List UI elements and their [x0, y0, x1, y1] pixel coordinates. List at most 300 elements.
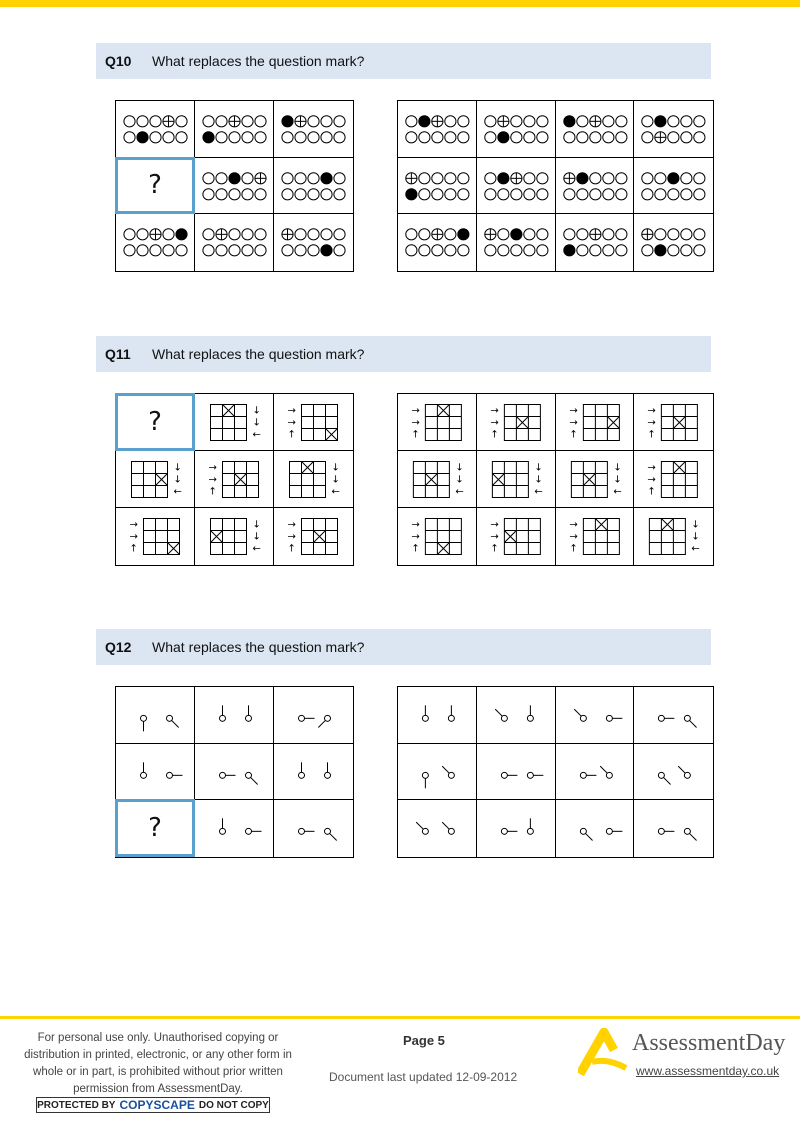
circle-icon [137, 245, 148, 256]
arrow-icon: ↓ [612, 474, 622, 486]
circle-icon [334, 116, 345, 127]
circle-icon [137, 229, 148, 240]
pin-icon [606, 829, 612, 835]
puzzle-cell [116, 101, 195, 158]
puzzle-cell [556, 158, 635, 215]
puzzle-cell [556, 800, 635, 857]
footer-accent-line [0, 1016, 800, 1019]
pin-icon [141, 715, 147, 721]
filled-circle-icon [458, 229, 469, 240]
pin-icon [324, 772, 330, 778]
circle-icon [445, 188, 456, 199]
puzzle-cell [274, 508, 353, 565]
pin-icon [527, 829, 533, 835]
circle-icon [602, 116, 613, 127]
circle-icon [694, 188, 705, 199]
circle-icon [419, 188, 430, 199]
circle-icon [163, 132, 174, 143]
arrow-icon: ↓ [252, 519, 261, 531]
puzzle-cell [634, 158, 713, 215]
circle-icon [295, 172, 306, 183]
arrow-icon: ↓ [534, 462, 543, 474]
arrow-icon: ↓ [331, 462, 340, 474]
arrow-icon: → [568, 405, 578, 417]
circle-icon [216, 245, 227, 256]
circle-icon [576, 229, 587, 240]
circle-icon [282, 172, 293, 183]
circle-icon [485, 116, 496, 127]
puzzle-cell [398, 451, 477, 508]
puzzle-cell [634, 744, 713, 801]
pin-icon [580, 715, 586, 721]
arrow-icon: → [647, 474, 657, 486]
arrow-icon: ↓ [612, 462, 622, 474]
question-number: Q12 [105, 639, 132, 655]
circle-icon [334, 245, 345, 256]
circle-icon [150, 132, 161, 143]
circle-icon [668, 188, 679, 199]
circle-icon [681, 172, 692, 183]
q11-answer-grid [397, 393, 714, 566]
circle-icon [602, 188, 613, 199]
question-mark-cell: ? [115, 393, 195, 451]
circle-icon [524, 132, 535, 143]
pin-icon [580, 772, 586, 778]
pin-icon [422, 772, 428, 778]
q12-answer-grid [397, 686, 714, 858]
circle-icon [282, 245, 293, 256]
circle-icon [681, 188, 692, 199]
arrow-icon: → [411, 519, 420, 531]
circle-icon [615, 132, 626, 143]
circle-icon [589, 245, 600, 256]
puzzle-cell [477, 687, 556, 744]
pin-icon [245, 772, 251, 778]
circle-icon [419, 132, 430, 143]
puzzle-cell [477, 744, 556, 801]
circle-icon [537, 116, 548, 127]
puzzle-cell [556, 744, 635, 801]
circle-icon [668, 245, 679, 256]
pin-icon [299, 715, 305, 721]
arrow-icon: → [208, 462, 217, 474]
circle-icon [576, 116, 587, 127]
puzzle-cell [634, 800, 713, 857]
brand-name: AssessmentDay [632, 1030, 786, 1056]
arrow-icon: → [490, 531, 499, 543]
arrow-icon: → [129, 531, 138, 543]
circle-icon [537, 188, 548, 199]
arrow-icon: ← [173, 486, 182, 498]
circle-icon [321, 229, 332, 240]
question-header-q10 [96, 43, 711, 79]
circle-icon [242, 116, 253, 127]
circle-icon [445, 245, 456, 256]
circle-icon [602, 229, 613, 240]
circle-icon [589, 188, 600, 199]
circle-icon [615, 245, 626, 256]
circle-icon [321, 188, 332, 199]
pin-icon [448, 772, 454, 778]
question-text: What replaces the question mark? [152, 639, 365, 655]
circle-icon [576, 188, 587, 199]
question-mark-cell: ? [115, 157, 195, 215]
filled-circle-icon [321, 172, 332, 183]
question-header-q12 [96, 629, 711, 665]
circle-icon [668, 132, 679, 143]
circle-icon [485, 245, 496, 256]
circle-icon [615, 229, 626, 240]
circle-icon [124, 245, 135, 256]
circle-icon [642, 188, 653, 199]
puzzle-cell [556, 508, 635, 565]
circle-icon [524, 188, 535, 199]
circle-icon [511, 245, 522, 256]
arrow-icon: ↑ [647, 429, 657, 441]
circle-icon [524, 172, 535, 183]
circle-icon [615, 116, 626, 127]
circle-icon [485, 188, 496, 199]
puzzle-cell [634, 394, 713, 451]
puzzle-cell [634, 451, 713, 508]
arrow-icon: ← [455, 486, 464, 498]
puzzle-cell [195, 687, 274, 744]
circle-icon [216, 172, 227, 183]
circle-icon [694, 116, 705, 127]
arrow-icon: → [129, 519, 138, 531]
arrow-icon: ↑ [129, 543, 138, 555]
pin-icon [606, 715, 612, 721]
circle-icon [602, 132, 613, 143]
pin-icon [659, 715, 665, 721]
circle-icon [295, 245, 306, 256]
pin-icon [324, 829, 330, 835]
question-number: Q10 [105, 53, 132, 69]
top-accent-bar [0, 0, 800, 7]
pin-icon [659, 829, 665, 835]
puzzle-cell [477, 158, 556, 215]
filled-circle-icon [563, 116, 574, 127]
puzzle-cell [398, 158, 477, 215]
arrow-icon: → [411, 405, 420, 417]
puzzle-cell [634, 508, 713, 565]
arrow-icon: → [490, 519, 499, 531]
puzzle-cell [634, 214, 713, 271]
circle-icon [308, 116, 319, 127]
circle-icon [668, 116, 679, 127]
puzzle-cell [195, 451, 274, 508]
puzzle-cell [195, 214, 274, 271]
circle-icon [681, 229, 692, 240]
puzzle-cell [274, 744, 353, 801]
filled-circle-icon [321, 245, 332, 256]
pin-icon [220, 772, 226, 778]
filled-circle-icon [511, 229, 522, 240]
puzzle-cell [116, 508, 195, 565]
circle-icon [203, 172, 214, 183]
circle-icon [563, 132, 574, 143]
question-mark-cell: ? [115, 799, 195, 857]
filled-circle-icon [655, 116, 666, 127]
circle-icon [308, 245, 319, 256]
circle-icon [308, 188, 319, 199]
pin-icon [166, 715, 172, 721]
arrow-icon: ↑ [287, 429, 296, 441]
pin-icon [685, 829, 691, 835]
arrow-icon: → [647, 405, 657, 417]
puzzle-cell [556, 451, 635, 508]
circle-icon [524, 229, 535, 240]
circle-icon [242, 245, 253, 256]
circle-icon [406, 229, 417, 240]
puzzle-cell [116, 451, 195, 508]
arrow-icon: → [568, 417, 578, 429]
circle-icon [308, 132, 319, 143]
arrow-icon: ← [534, 486, 543, 498]
arrow-icon: ↓ [691, 519, 701, 531]
circle-icon [681, 116, 692, 127]
circle-icon [694, 132, 705, 143]
circle-icon [642, 245, 653, 256]
arrow-icon: → [287, 405, 296, 417]
circle-icon [216, 188, 227, 199]
copyright-notice: For personal use only. Unauthorised copying or distribution in printed, electronic, or any other form in whole or in part, is prohibited without prior written permission from AssessmentDay. [24, 1032, 292, 1095]
pin-icon [527, 715, 533, 721]
arrow-icon: → [411, 417, 420, 429]
pin-icon [606, 772, 612, 778]
filled-circle-icon [406, 188, 417, 199]
arrow-icon: ← [252, 429, 261, 441]
pin-icon [245, 829, 251, 835]
q11-puzzle-grid [115, 393, 354, 566]
circle-icon [216, 132, 227, 143]
circle-icon [334, 172, 345, 183]
circle-icon [334, 229, 345, 240]
puzzle-cell [116, 744, 195, 801]
puzzle-cell [477, 508, 556, 565]
arrow-icon: ↓ [455, 474, 464, 486]
circle-icon [242, 229, 253, 240]
pin-icon [422, 829, 428, 835]
puzzle-cell [274, 800, 353, 857]
circle-icon [485, 132, 496, 143]
pin-icon [501, 715, 507, 721]
puzzle-cell [116, 687, 195, 744]
filled-circle-icon [137, 132, 148, 143]
circle-icon [229, 229, 240, 240]
circle-icon [445, 116, 456, 127]
pin-icon [220, 715, 226, 721]
circle-icon [255, 132, 266, 143]
arrow-icon: ↓ [252, 417, 261, 429]
arrow-icon: → [208, 474, 217, 486]
circle-icon [511, 116, 522, 127]
q10-puzzle-grid [115, 100, 354, 272]
circle-icon [511, 188, 522, 199]
circle-icon [406, 132, 417, 143]
circle-icon [150, 245, 161, 256]
circle-icon [694, 229, 705, 240]
circle-icon [229, 245, 240, 256]
circle-icon [308, 172, 319, 183]
circle-icon [537, 245, 548, 256]
arrow-icon: → [568, 519, 578, 531]
arrow-icon: → [490, 405, 499, 417]
circle-icon [295, 229, 306, 240]
pin-icon [299, 829, 305, 835]
circle-icon [458, 245, 469, 256]
puzzle-cell [195, 158, 274, 215]
filled-circle-icon [498, 132, 509, 143]
puzzle-cell [556, 214, 635, 271]
circle-icon [615, 172, 626, 183]
circle-icon [498, 229, 509, 240]
copyscape-badge[interactable] [36, 1097, 270, 1113]
circle-icon [203, 188, 214, 199]
circle-icon [216, 116, 227, 127]
circle-icon [255, 116, 266, 127]
circle-icon [445, 172, 456, 183]
pin-icon [324, 715, 330, 721]
circle-icon [498, 245, 509, 256]
question-header-q11 [96, 336, 711, 372]
arrow-icon: ↑ [568, 543, 578, 555]
question-text: What replaces the question mark? [152, 53, 365, 69]
circle-icon [694, 172, 705, 183]
puzzle-cell [556, 101, 635, 158]
puzzle-cell [195, 800, 274, 857]
puzzle-cell [634, 101, 713, 158]
pin-icon [659, 772, 665, 778]
circle-icon [458, 132, 469, 143]
q10-answer-grid [397, 100, 714, 272]
circle-icon [203, 245, 214, 256]
puzzle-cell [274, 394, 353, 451]
arrow-icon: ↓ [331, 474, 340, 486]
filled-circle-icon [576, 172, 587, 183]
circle-icon [576, 245, 587, 256]
circle-icon [537, 229, 548, 240]
puzzle-cell [398, 508, 477, 565]
pin-icon [220, 829, 226, 835]
puzzle-cell [477, 394, 556, 451]
circle-icon [485, 172, 496, 183]
arrow-icon: ← [252, 543, 261, 555]
arrow-icon: ↑ [490, 429, 499, 441]
arrow-icon: → [287, 531, 296, 543]
puzzle-cell [398, 744, 477, 801]
circle-icon [655, 172, 666, 183]
puzzle-cell [556, 394, 635, 451]
pin-icon [422, 715, 428, 721]
circle-icon [242, 132, 253, 143]
pin-icon [580, 829, 586, 835]
puzzle-cell [195, 394, 274, 451]
puzzle-cell [274, 214, 353, 271]
arrow-icon: ↑ [568, 429, 578, 441]
puzzle-cell [398, 800, 477, 857]
circle-icon [321, 116, 332, 127]
badge-brand-text: COPYSCAPE [119, 1098, 195, 1112]
arrow-icon: ← [612, 486, 622, 498]
circle-icon [445, 229, 456, 240]
pin-icon [448, 829, 454, 835]
puzzle-cell [398, 101, 477, 158]
circle-icon [308, 229, 319, 240]
circle-icon [432, 172, 443, 183]
question-number: Q11 [105, 346, 131, 362]
circle-icon [419, 245, 430, 256]
puzzle-cell [477, 451, 556, 508]
arrow-icon: ↑ [647, 486, 657, 498]
circle-icon [563, 188, 574, 199]
circle-icon [576, 132, 587, 143]
puzzle-cell [195, 744, 274, 801]
circle-icon [458, 188, 469, 199]
puzzle-cell [477, 101, 556, 158]
circle-icon [563, 229, 574, 240]
assessmentday-logo-icon [578, 1028, 630, 1076]
puzzle-cell [477, 800, 556, 857]
filled-circle-icon [419, 116, 430, 127]
puzzle-cell [398, 394, 477, 451]
circle-icon [498, 188, 509, 199]
arrow-icon: ↓ [252, 405, 261, 417]
circle-icon [589, 172, 600, 183]
circle-icon [537, 132, 548, 143]
circle-icon [406, 245, 417, 256]
circle-icon [642, 172, 653, 183]
pin-icon [448, 715, 454, 721]
pin-icon [245, 715, 251, 721]
filled-circle-icon [668, 172, 679, 183]
circle-icon [432, 188, 443, 199]
puzzle-cell [274, 158, 353, 215]
badge-left-text: PROTECTED BY [37, 1099, 116, 1111]
arrow-icon: ← [691, 543, 701, 555]
filled-circle-icon [176, 229, 187, 240]
circle-icon [124, 116, 135, 127]
last-updated: Document last updated 12-09-2012 [329, 1070, 518, 1084]
circle-icon [255, 245, 266, 256]
pin-icon [299, 772, 305, 778]
puzzle-cell [116, 214, 195, 271]
page-number: Page 5 [403, 1033, 445, 1048]
arrow-icon: → [568, 531, 578, 543]
arrow-icon: → [287, 519, 296, 531]
puzzle-cell [398, 214, 477, 271]
circle-icon [124, 229, 135, 240]
arrow-icon: ↑ [411, 429, 420, 441]
circle-icon [655, 229, 666, 240]
circle-icon [282, 188, 293, 199]
circle-icon [602, 172, 613, 183]
arrow-icon: ↓ [173, 474, 182, 486]
filled-circle-icon [203, 132, 214, 143]
circle-icon [642, 116, 653, 127]
circle-icon [163, 229, 174, 240]
brand-url[interactable]: www.assessmentday.co.uk [636, 1064, 780, 1078]
arrow-icon: ↑ [287, 543, 296, 555]
puzzle-cell [634, 687, 713, 744]
circle-icon [419, 229, 430, 240]
circle-icon [511, 132, 522, 143]
circle-icon [242, 172, 253, 183]
circle-icon [282, 132, 293, 143]
circle-icon [242, 188, 253, 199]
circle-icon [163, 245, 174, 256]
pin-icon [527, 772, 533, 778]
